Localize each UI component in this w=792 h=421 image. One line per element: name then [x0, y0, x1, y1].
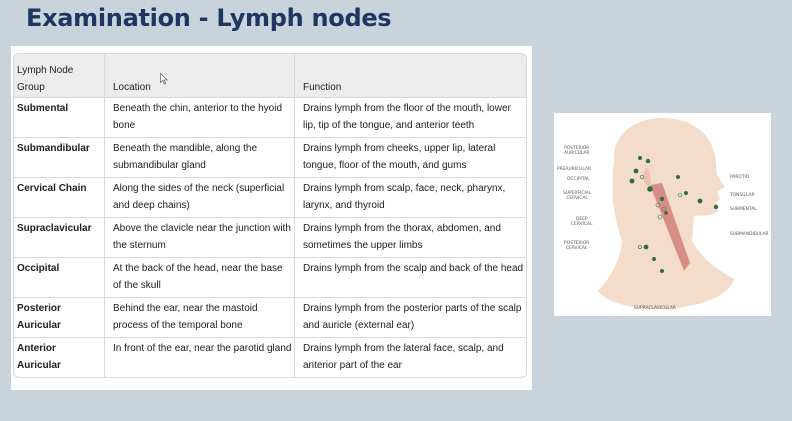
lymph-node-marker [714, 205, 718, 209]
cell-group: Cervical Chain [14, 178, 105, 218]
cell-location: At the back of the head, near the base of the skull [105, 258, 295, 298]
table-header-row [14, 54, 526, 98]
lymph-node-marker [646, 159, 650, 163]
mouse-cursor-icon [160, 73, 168, 85]
table-row [14, 298, 526, 338]
cell-location: Above the clavicle near the junction with the sternum [105, 218, 295, 258]
label-preauricular: PREAURICULAR [557, 167, 591, 172]
lymph-node-marker [634, 169, 639, 174]
lymph-node-marker [638, 156, 642, 160]
label-submental: SUBMENTAL [730, 207, 757, 212]
label-posterior-auricular: POSTERIOR AURICULAR [564, 146, 590, 156]
table-row [14, 98, 526, 138]
cell-group: Submandibular [14, 138, 105, 178]
cell-function: Drains lymph from the lateral face, scalp, and anterior part of the ear [303, 343, 504, 371]
cell-function: Drains lymph from scalp, face, neck, pharynx, larynx, and thyroid [295, 178, 526, 218]
lymph-node-marker [660, 197, 664, 201]
label-deep-cervical: DEEP CERVICAL [571, 217, 593, 227]
lymph-node-marker [647, 186, 653, 192]
table-row [14, 178, 526, 218]
cell-group: Anterior Auricular [14, 338, 105, 377]
lymph-node-marker [660, 269, 664, 273]
cell-function: Drains lymph from the scalp and back of the head [295, 258, 526, 298]
lymph-node-marker [652, 257, 656, 261]
lymph-node-table [13, 53, 527, 378]
lymph-node-diagram [554, 113, 771, 316]
cell-location: In front of the ear, near the parotid gland [105, 338, 295, 377]
lymph-node-marker [698, 199, 703, 204]
lymph-node-table-card [11, 46, 532, 390]
cell-location: Beneath the chin, anterior to the hyoid bone [105, 98, 295, 138]
lymph-node-marker [664, 211, 668, 215]
cell-group: Submental [14, 98, 105, 138]
label-tonsillar: TONSILLAR [730, 193, 755, 198]
label-superficial-cervical: SUPERFICIAL CERVICAL [563, 191, 592, 201]
lymph-node-marker [676, 175, 680, 179]
header-location: Location [105, 54, 295, 98]
header-function: Function [295, 54, 526, 98]
lymph-node-marker [684, 191, 688, 195]
label-supraclavicular: SUPRACLAVICULAR [634, 306, 676, 311]
table-row [14, 338, 526, 377]
label-parotid: PAROTID [730, 175, 750, 180]
cell-location: Beneath the mandible, along the submandibular gland [105, 138, 295, 178]
cell-group: Supraclavicular [14, 218, 105, 258]
slide-title: Examination - Lymph nodes [26, 4, 392, 32]
cell-location: Along the sides of the neck (superficial and deep chains) [105, 178, 295, 218]
lymph-node-marker [644, 245, 649, 250]
table-row [14, 258, 526, 298]
cell-group: Posterior Auricular [14, 298, 105, 338]
label-occipital: OCCIPITAL [567, 177, 590, 182]
cell-function: Drains lymph from the thorax, abdomen, and sometimes the upper limbs [295, 218, 526, 258]
cell-group: Occipital [14, 258, 105, 298]
table-row [14, 218, 526, 258]
header-group: Lymph Node Group [14, 54, 105, 98]
cell-function: Drains lymph from cheeks, upper lip, lateral tongue, floor of the mouth, and gums [295, 138, 526, 178]
lymph-node-marker [630, 179, 635, 184]
head-neck-illustration [554, 113, 771, 316]
cell-function: Drains lymph from the floor of the mouth, lower lip, tip of the tongue, and anterior teeth [295, 98, 526, 138]
cell-function: Drains lymph from the posterior parts of the scalp and auricle (external ear) [295, 298, 526, 338]
label-posterior-cervical: POSTERIOR CERVICAL [564, 241, 590, 251]
table-row [14, 138, 526, 178]
label-submandibular: SUBMANDIBULAR [730, 232, 769, 237]
cell-location: Behind the ear, near the mastoid process of the temporal bone [105, 298, 295, 338]
